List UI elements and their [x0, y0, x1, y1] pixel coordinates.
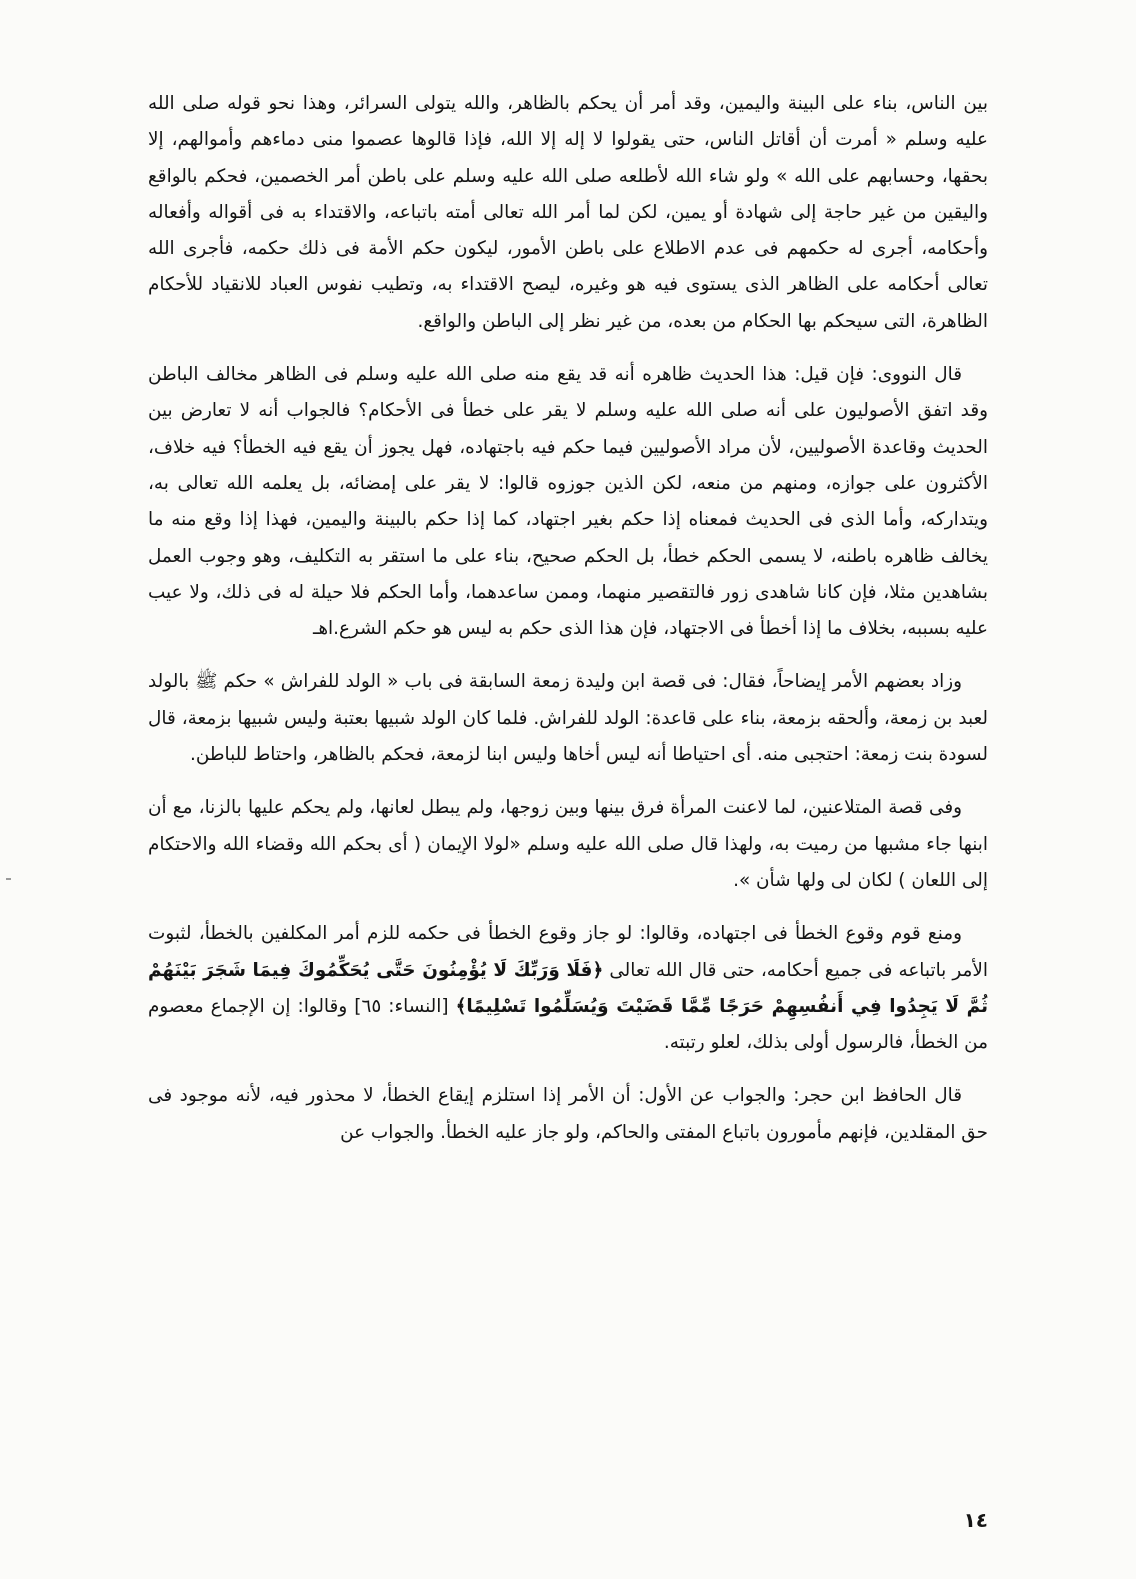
paragraph-3: وزاد بعضهم الأمر إيضاحاً، فقال: فى قصة ابن وليدة زمعة السابقة فى باب « الولد للفراش » حكم ﷺ بالولد لعبد بن زمعة، وألحقه بزمعة، بناء على قاعدة: الولد للفراش. فلما كان الولد شبيها بعتبة وليس شبيها بزمعة، قال لسودة بنت زمعة: احتجبى منه. أى احتياطا أنه ليس أخاها وليس ابنا لزمعة، فحكم بالظاهر، واحتاط للباطن. [148, 671, 988, 766]
scan-edge-mark [6, 878, 11, 880]
paragraph-4: وفى قصة المتلاعنين، لما لاعنت المرأة فرق بينها وبين زوجها، ولم يبطل لعانها، ولم يحكم عليها بالزنا، مع أن ابنها جاء مشبها من رميت به، ولهذا قال صلى الله عليه وسلم «لولا الإيمان ( أى بحكم الله وقضاء الله والاحتكام إلى اللعان ) لكان لى ولها شأن ». [148, 797, 988, 891]
quran-verse: ﴿فَلَا وَرَبِّكَ لَا يُؤْمِنُونَ حَتَّى يُحَكِّمُوكَ فِيمَا شَجَرَ بَيْنَهُمْ ثُمَّ لَا يَجِدُوا فِي أَنفُسِهِمْ حَرَجًا مِّمَّا قَضَيْتَ وَيُسَلِّمُوا تَسْلِيمًا﴾ [148, 959, 989, 1017]
paragraph-6: قال الحافظ ابن حجر: والجواب عن الأول: أن الأمر إذا استلزم إيقاع الخطأ، لا محذور فيه، لأنه موجود فى حق المقلدين، فإنهم مأمورون باتباع المفتى والحاكم، ولو جاز عليه الخطأ. والجواب عن [148, 1085, 988, 1143]
paragraph-5-text-before: ومنع قوم وقوع الخطأ فى اجتهاده، وقالوا: لو جاز وقوع الخطأ فى حكمه للزم أمر المكلفين بالخطأ، لثبوت الأمر باتباعه فى جميع أحكامه، حتى قال الله تعالى [148, 923, 988, 981]
paragraph-1: بين الناس، بناء على البينة واليمين، وقد أمر أن يحكم بالظاهر، والله يتولى السرائر، وهذا نحو قوله صلى الله عليه وسلم « أمرت أن أقاتل الناس، حتى يقولوا لا إله إلا الله، فإذا قالوها عصموا منى دماءهم وأموالهم، إلا بحقها، وحسابهم على الله » ولو شاء الله لأطلعه صلى الله عليه وسلم على باطن أمر الخصمين، فحكم بالواقع واليقين من غير حاجة إلى شهادة أو يمين، لكن لما أمر الله تعالى أمته باتباعه، والاقتداء به فى أقواله وأفعاله وأحكامه، أجرى له حكمهم فى عدم الاطلاع على باطن الأمور، ليكون حكم الأمة فى ذلك حكمه، فأجرى الله تعالى أحكامه على الظاهر الذى يستوى فيه هو وغيره، ليصح الاقتداء به، وتطيب نفوس العباد للانقياد للأحكام الظاهرة، التى سيحكم بها الحكام من بعده، من غير نظر إلى الباطن والواقع. [148, 93, 988, 332]
paragraph-2: قال النووى: فإن قيل: هذا الحديث ظاهره أنه قد يقع منه صلى الله عليه وسلم فى الظاهر مخالف الباطن وقد اتفق الأصوليون على أنه صلى الله عليه وسلم لا يقر على خطأ فى الأحكام؟ فالجواب أنه لا تعارض بين الحديث وقاعدة الأصوليين، لأن مراد الأصوليين فيما حكم فيه باجتهاده، فهل يجوز أن يقع فيه الخطأ؟ فيه خلاف، الأكثرون على جوازه، ومنهم من منعه، لكن الذين جوزوه قالوا: لا يقر على إمضائه، بل يعلمه الله تعالى به، ويتداركه، وأما الذى فى الحديث فمعناه إذا حكم بغير اجتهاد، كما إذا حكم بالبينة واليمين، فهذا إذا وقع منه ما يخالف ظاهره باطنه، لا يسمى الحكم خطأ، بل الحكم صحيح، بناء على ما استقر به التكليف، وهو وجوب العمل بشاهدين مثلا، فإن كانا شاهدى زور فالتقصير منهما، وممن ساعدهما، وأما الحكم فلا حيلة له فى ذلك، ولا عيب عليه بسببه، بخلاف ما إذا أخطأ فى الاجتهاد، فإن هذا الذى حكم به ليس هو حكم الشرع.اهـ [148, 364, 988, 640]
body-text [148, 86, 988, 1168]
paragraph-5-text-after: [النساء: ٦٥] وقالوا: إن الإجماع معصوم من الخطأ، فالرسول أولى بذلك، لعلو رتبته. [148, 995, 988, 1054]
paragraph-5 [148, 916, 988, 1061]
page-number: ١٤ [963, 1508, 988, 1532]
